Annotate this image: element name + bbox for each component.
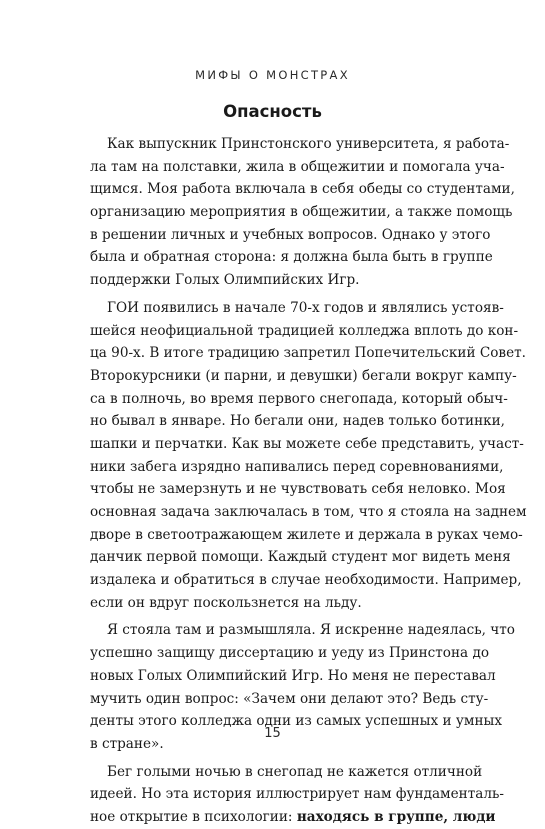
text-line: но бывал в январе. Но бегали они, надев только ботинки, [90,413,506,430]
text-line: са в полночь, во время первого снегопада, который обыч- [90,390,508,407]
text-line: щимся. Моя работа включала в себя обеды со студентами, [90,181,515,198]
text-line: в решении личных и учебных вопросов. Однако у этого [90,226,491,243]
body-text [90,133,527,829]
text-line: Бег голыми ночью в снегопад не кажется отличной [107,763,483,780]
text-line: ла там на полставки, жила в общежитии и помогала уча- [90,158,505,175]
text-line: в стране». [90,735,164,752]
page-number: 15 [264,726,281,741]
paragraph-4 [90,761,504,829]
text-line: Второкурсники (и парни, и девушки) бегали вокруг кампу- [90,367,517,384]
text-line: успешно защищу диссертацию и уеду из Принстона до [90,645,490,662]
text-run: ное открытие в психологии: [90,808,297,825]
text-line: ГОИ появились в начале 70-х годов и являлись устояв- [107,299,504,316]
text-line: основная задача заключалась в том, что я стояла на заднем [90,504,527,520]
text-line: идеей. Но эта история иллюстрирует нам фундаменталь- [90,786,504,803]
text-line: Я стояла там и размышляла. Я искренне надеялась, что [107,622,515,639]
text-line: издалека и обратиться в случае необходимости. Например, [90,572,522,589]
paragraph-2 [90,297,527,615]
chapter-title: Опасность [223,102,322,121]
text-line: денты этого колледжа одни из самых успешных и умных [90,713,502,730]
text-line-mixed [90,806,496,829]
text-line: была и обратная сторона: я должна была быть в группе [90,249,493,266]
text-line: поддержки Голых Олимпийских Игр. [90,272,360,289]
text-line: данчик первой помощи. Каждый студент мог видеть меня [90,549,511,566]
text-line: Как выпускник Принстонского университета, я работа- [107,136,510,152]
text-line: новых Голых Олимпийский Игр. Но меня не переставал [90,667,496,684]
text-line: мучить один вопрос: «Зачем они делают это? Ведь сту- [90,690,489,707]
text-line: ники забега изрядно напивались перед соревнованиями, [90,458,504,475]
paragraph-1 [90,133,515,292]
running-head: МИФЫ О МОНСТРАХ [195,68,350,82]
text-line: организацию мероприятия в общежитии, а также помощь [90,204,513,221]
text-line: шапки и перчатки. Как вы можете себе представить, участ- [90,435,524,452]
text-line: ца 90-х. В итоге традицию запретил Попечительский Совет. [90,345,526,362]
bold-text-run: находясь в группе, люди [296,808,496,825]
text-line: если он вдруг поскользнется на льду. [90,594,362,611]
text-line: дворе в светоотражающем жилете и держала в руках чемо- [90,526,523,543]
text-line: шейся неофициальной традицией колледжа вплоть до кон- [90,322,519,339]
text-line: чтобы не замерзнуть и не чувствовать себя неловко. Моя [90,481,506,498]
